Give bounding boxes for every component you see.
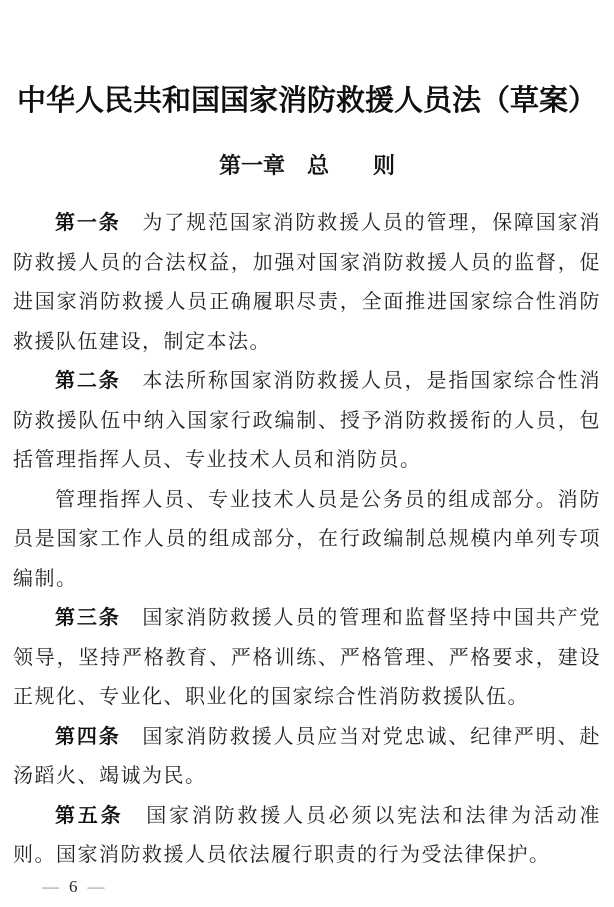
article-text: 国家消防救援人员的管理和监督坚持中国共产党领导，坚持严格教育、严格训练、严格管理、严格要求，建设正规化、专业化、职业化的国家综合性消防救援队伍。 bbox=[13, 607, 601, 708]
page-number: 6 bbox=[69, 877, 78, 896]
page-footer bbox=[36, 877, 111, 897]
article-text: 国家消防救援人员应当对党忠诚、纪律严明、赴汤蹈火、竭诚为民。 bbox=[13, 725, 601, 787]
article-paragraph bbox=[13, 362, 601, 481]
article-paragraph bbox=[13, 718, 601, 797]
article-label: 第二条 bbox=[55, 370, 121, 392]
article-text: 国家消防救援人员必须以宪法和法律为活动准则。国家消防救援人员依法履行职责的行为受法律保护。 bbox=[13, 804, 602, 866]
footer-right-dash: — bbox=[87, 877, 105, 896]
article-text: 为了规范国家消防救援人员的管理，保障国家消防救援人员的合法权益，加强对国家消防救援人员的监督，促进国家消防救援人员正确履职尽责，全面推进国家综合性消防救援队伍建设，制定本法。 bbox=[13, 212, 601, 353]
article-paragraph bbox=[13, 204, 601, 362]
article-paragraph bbox=[13, 599, 601, 718]
article-label: 第五条 bbox=[55, 804, 124, 827]
article-label: 第一条 bbox=[55, 212, 121, 234]
document-title: 中华人民共和国国家消防救援人员法（草案） bbox=[16, 85, 597, 117]
article-label: 第四条 bbox=[55, 725, 121, 748]
article-paragraph bbox=[13, 481, 601, 600]
article-text: 本法所称国家消防救援人员，是指国家综合性消防救援队伍中纳入国家行政编制、授予消防救援衔的人员，包括管理指挥人员、专业技术人员和消防员。 bbox=[13, 370, 601, 471]
article-text: 管理指挥人员、专业技术人员是公务员的组成部分。消防员是国家工作人员的组成部分，在行政编制总规模内单列专项编制。 bbox=[13, 488, 601, 590]
article-label: 第三条 bbox=[55, 607, 121, 629]
article-paragraph bbox=[13, 797, 601, 876]
document-body bbox=[13, 204, 601, 876]
footer-left-dash: — bbox=[42, 877, 59, 896]
chapter-heading: 第一章 总 则 bbox=[218, 153, 395, 178]
